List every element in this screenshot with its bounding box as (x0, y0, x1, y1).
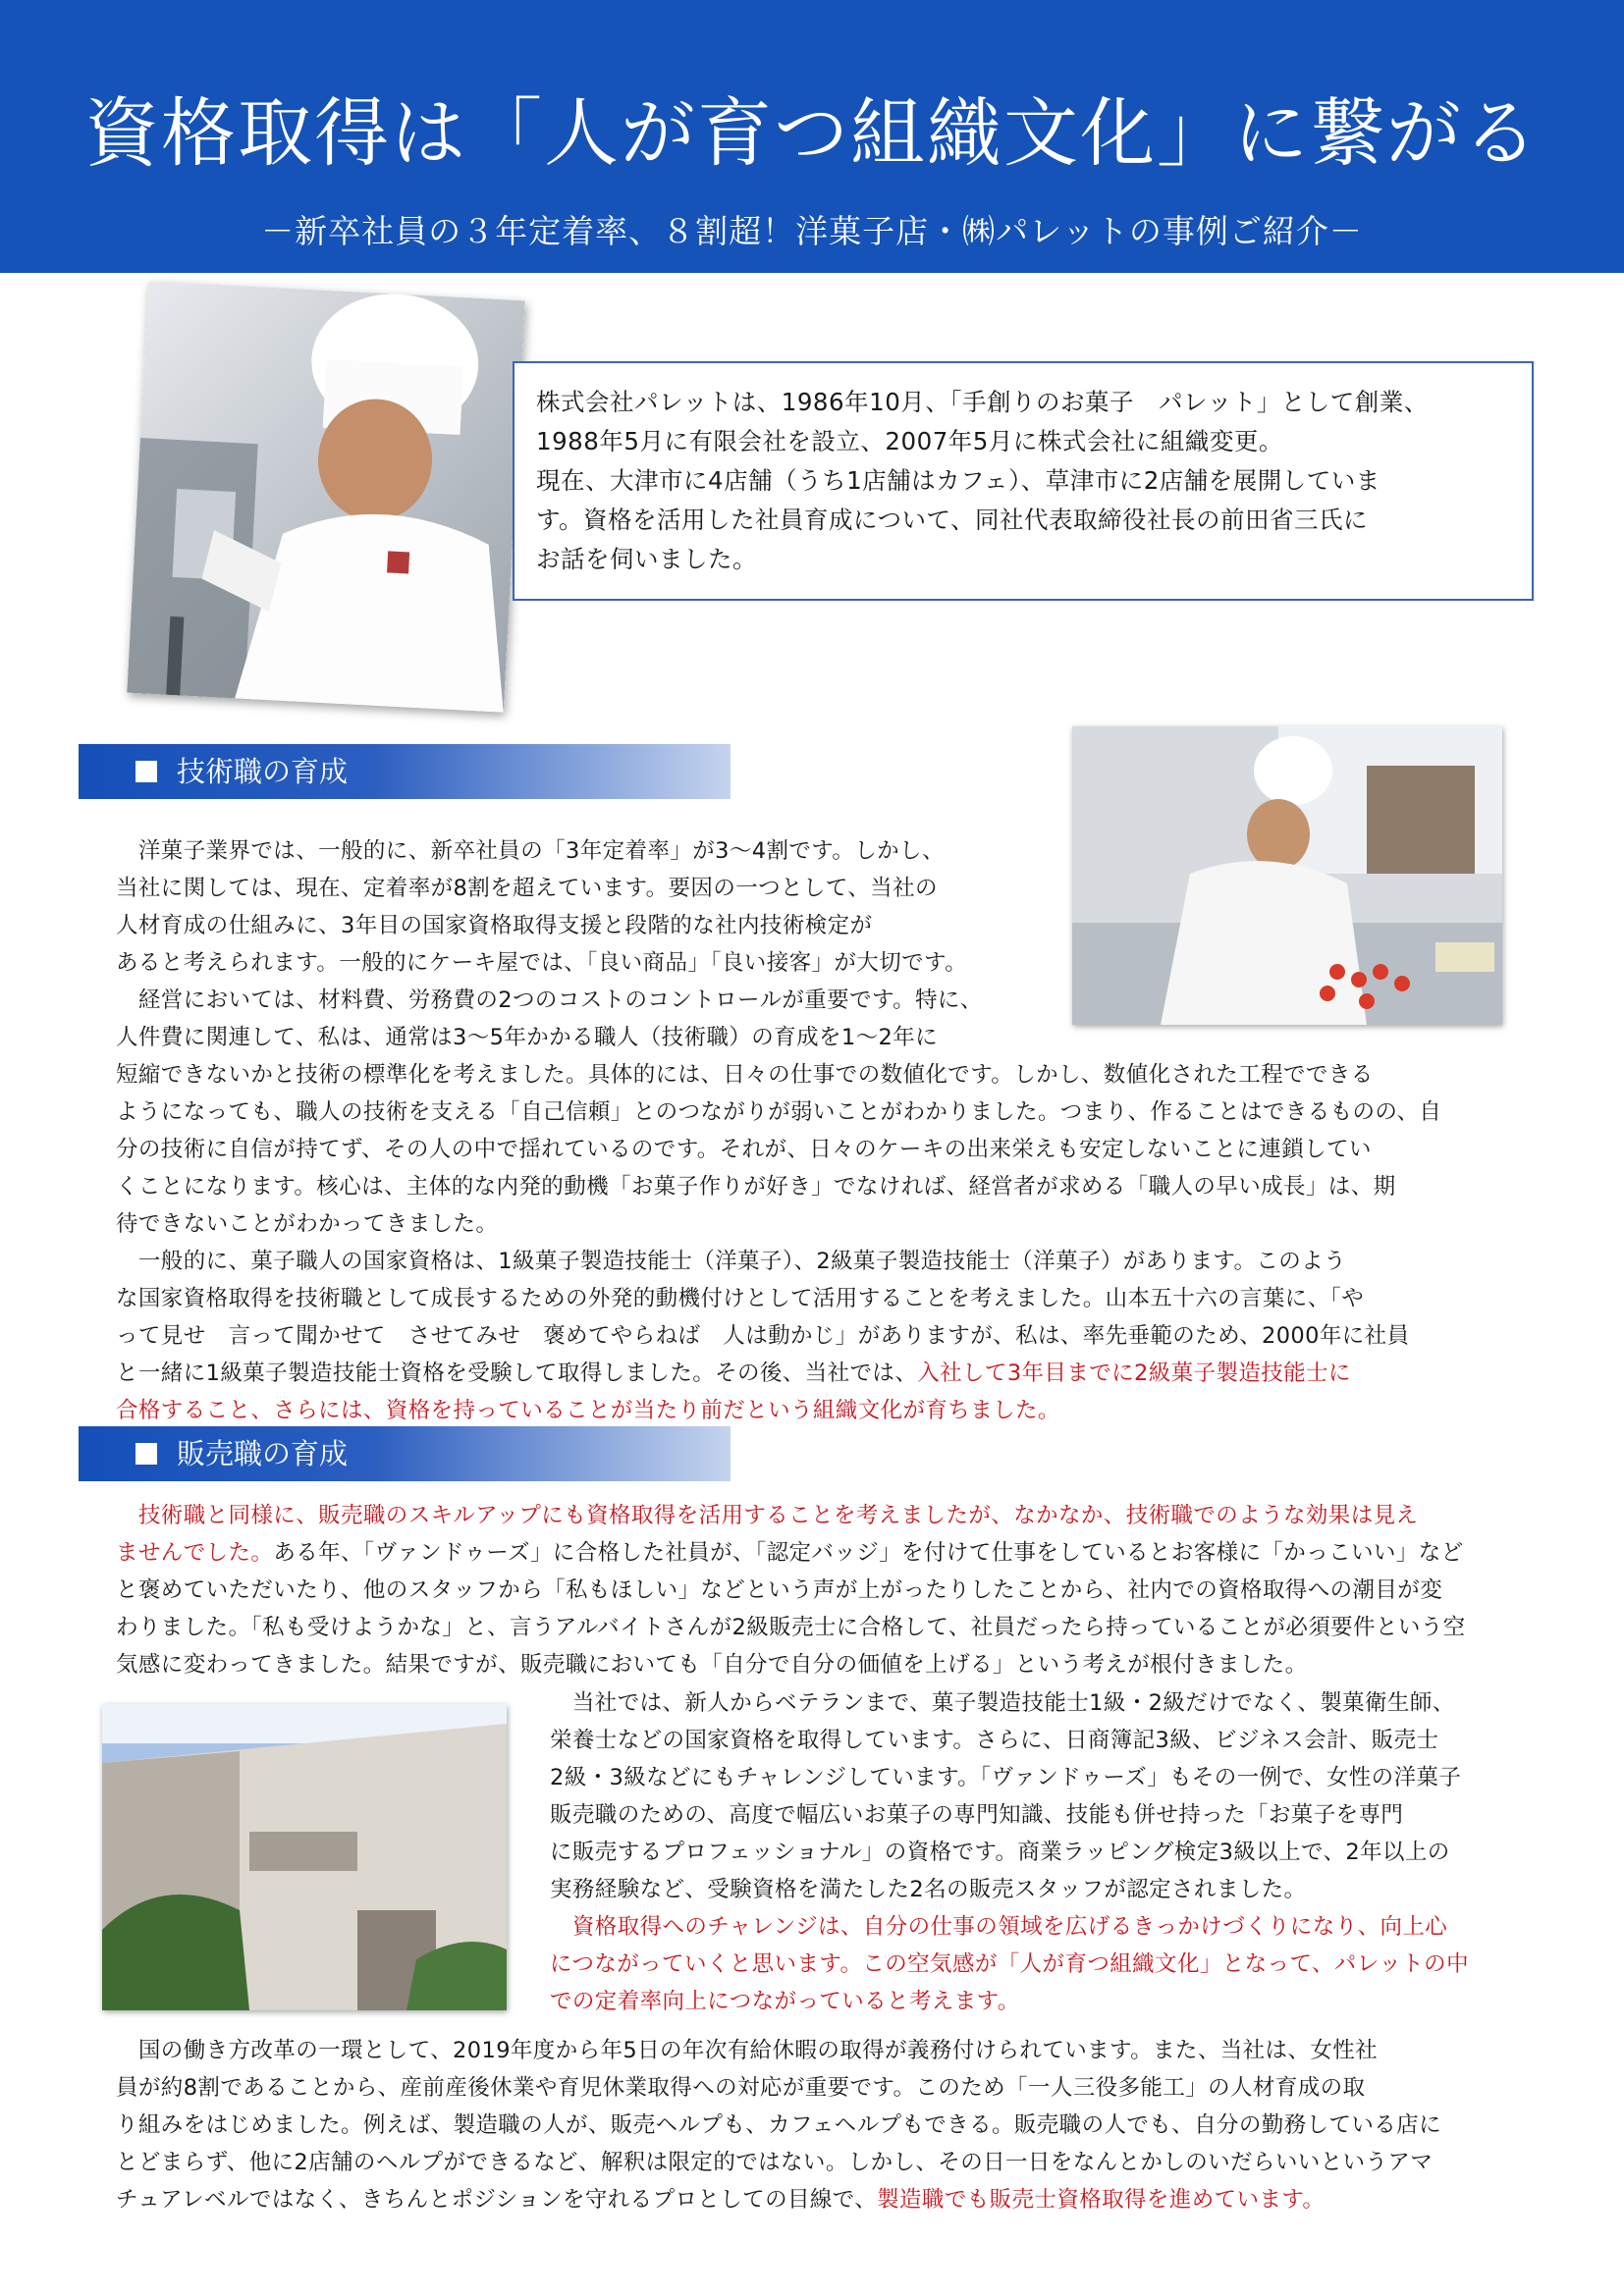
intro-box (513, 361, 1534, 601)
highlight-line: 資格取得へのチャレンジは、自分の仕事の領域を広げるきっかけづくりになり、向上心 (550, 1914, 1448, 1940)
body-line: と褒めていただいたり、他のスタッフから「私もほしい」などという声が上がったりしたことから、社内での資格取得への潮目が変 (116, 1577, 1443, 1603)
body-line: くことになります。核心は、主体的な内発的動機「お菓子作りが好き」でなければ、経営者が求める「職人の早い成長」は、期 (116, 1174, 1396, 1200)
intro-line: 現在、大津市に4店舗（うち1店舗はカフェ）、草津市に2店舗を展開していま (536, 466, 1380, 495)
body-line: 国の働き方改革の一環として、2019年度から年5日の年次有給休暇の取得が義務付けられています。また、当社は、女性社 (116, 2038, 1379, 2063)
square-bullet-icon (135, 1443, 157, 1465)
header-banner (0, 0, 1624, 273)
section-heading-sales (79, 1426, 731, 1481)
section-heading-label: 販売職の育成 (177, 1437, 349, 1470)
body-line: とどまらず、他に2店舗のヘルプができるなど、解釈は限定的ではない。しかし、その日一日をなんとかしのいだらいいというアマ (116, 2150, 1434, 2175)
body-line: 洋菓子業界では、一般的に、新卒社員の「3年定着率」が3～4割です。しかし、 (116, 838, 945, 864)
body-line: 員が約8割であることから、産前産後休業や育児休業取得への対応が重要です。このため「一人三役多能工」の人材育成の取 (116, 2075, 1366, 2101)
highlight-text: 入社して3年目までに2級菓子製造技能士に (917, 1361, 1351, 1386)
section-sales-body-top (116, 1497, 1466, 1683)
intro-line: す。資格を活用した社員育成について、同社代表取締役社長の前田省三氏に (536, 506, 1369, 534)
section-technical-body (116, 832, 1441, 1429)
body-line: な国家資格取得を技術職として成長するための外発的動機付けとして活用することを考えました。山本五十六の言葉に、「や (116, 1286, 1365, 1311)
body-line: に販売するプロフェッショナル」の資格です。商業ラッピング検定3級以上で、2年以上の (550, 1840, 1450, 1865)
body-line: 実務経験など、受験資格を満たした2名の販売スタッフが認定されました。 (550, 1877, 1307, 1902)
body-line: あると考えられます。一般的にケーキ屋では、「良い商品」「良い接客」が大切です。 (116, 950, 968, 976)
body-line: って見せ 言って聞かせて させてみせ 褒めてやらねば 人は動かじ」がありますが、私は、率先垂範のため、2000年に社員 (116, 1323, 1410, 1349)
building-photo (102, 1704, 507, 2010)
intro-line: お話を伺いました。 (536, 545, 757, 573)
highlight-line: での定着率向上につながっていると考えます。 (550, 1989, 1020, 2014)
body-line: わりました。「私も受けようかな」と、言うアルバイトさんが2級販売士に合格して、社員だったら持っていることが必須要件という空 (116, 1615, 1466, 1640)
body-line (116, 2181, 1441, 2218)
body-line: 当社に関しては、現在、定着率が8割を超えています。要因の一つとして、当社の (116, 876, 938, 901)
body-line: 気感に変わってきました。結果ですが、販売職においても「自分で自分の価値を上げる」という考えが根付きました。 (116, 1652, 1308, 1678)
intro-line: 株式会社パレットは、1986年10月、「手創りのお菓子 パレット」として創業、 (536, 388, 1429, 416)
highlight-line: 合格すること、さらには、資格を持っていることが当たり前だという組織文化が育ちました。 (116, 1398, 1060, 1423)
body-line: 人件費に関連して、私は、通常は3～5年かかる職人（技術職）の育成を1～2年に (116, 1025, 939, 1050)
intro-line: 1988年5月に有限会社を設立、2007年5月に株式会社に組織変更。 (536, 427, 1283, 455)
body-text-span: チュアレベルではなく、きちんとポジションを守れるプロとしての目線で、 (116, 2187, 878, 2213)
body-line (116, 1355, 1441, 1392)
section-sales-body-bottom (116, 2032, 1441, 2218)
body-text-span: と一緒に1級菓子製造技能士資格を受験して取得しました。その後、当社では、 (116, 1361, 918, 1386)
highlight-line: 技術職と同様に、販売職のスキルアップにも資格取得を活用することを考えましたが、なかなか、技術職でのような効果は見え (116, 1503, 1419, 1528)
body-line: 販売職のための、高度で幅広いお菓子の専門知識、技能も併せ持った「お菓子を専門 (550, 1802, 1404, 1828)
body-line: り組みをはじめました。例えば、製造職の人が、販売ヘルプも、カフェヘルプもできる。販売職の人でも、自分の勤務している店に (116, 2112, 1441, 2138)
body-line: 当社では、新人からベテランまで、菓子製造技能士1級・2級だけでなく、製菓衛生師、 (550, 1690, 1455, 1716)
page-title: 資格取得は「人が育つ組織文化」に繋がる (84, 89, 1540, 177)
body-line (116, 1534, 1466, 1572)
body-line: 待できないことがわかってきました。 (116, 1211, 499, 1237)
body-line: 短縮できないかと技術の標準化を考えました。具体的には、日々の仕事での数値化です。しかし、数値化された工程でできる (116, 1062, 1374, 1088)
body-line: 一般的に、菓子職人の国家資格は、1級菓子製造技能士（洋菓子）、2級菓子製造技能士（洋菓子）があります。このよう (116, 1249, 1346, 1274)
body-line: 分の技術に自信が持てず、その人の中で揺れているのです。それが、日々のケーキの出来栄えも安定しないことに連鎖してい (116, 1137, 1372, 1162)
section-heading-technical (79, 744, 731, 799)
body-line: 2級・3級などにもチャレンジしています。「ヴァンドゥーズ」もその一例で、女性の洋菓子 (550, 1765, 1462, 1790)
body-line: 栄養士などの国家資格を取得しています。さらに、日商簿記3級、ビジネス会計、販売士 (550, 1728, 1439, 1753)
section-sales-body-mid (550, 1684, 1469, 2020)
chef-photo (127, 281, 524, 713)
highlight-text: ませんでした。 (116, 1540, 274, 1566)
body-text-span: ある年、「ヴァンドゥーズ」に合格した社員が、「認定バッジ」を付けて仕事をしているとお客様に「かっこいい」など (273, 1540, 1464, 1566)
square-bullet-icon (135, 761, 157, 782)
section-heading-label: 技術職の育成 (177, 755, 349, 788)
highlight-text: 製造職でも販売士資格取得を進めています。 (877, 2187, 1326, 2213)
page-subtitle: －新卒社員の３年定着率、８割超！洋菓子店・㈱パレットの事例ご紹介－ (261, 212, 1363, 250)
highlight-line: につながっていくと思います。この空気感が「人が育つ組織文化」となって、パレットの中 (550, 1951, 1469, 1977)
body-line: 人材育成の仕組みに、3年目の国家資格取得支援と段階的な社内技術検定が (116, 913, 873, 938)
body-line: ようになっても、職人の技術を支える「自己信頼」とのつながりが弱いことがわかりました。つまり、作ることはできるものの、自 (116, 1099, 1442, 1125)
body-line: 経営においては、材料費、労務費の2つのコストのコントロールが重要です。特に、 (116, 988, 983, 1013)
